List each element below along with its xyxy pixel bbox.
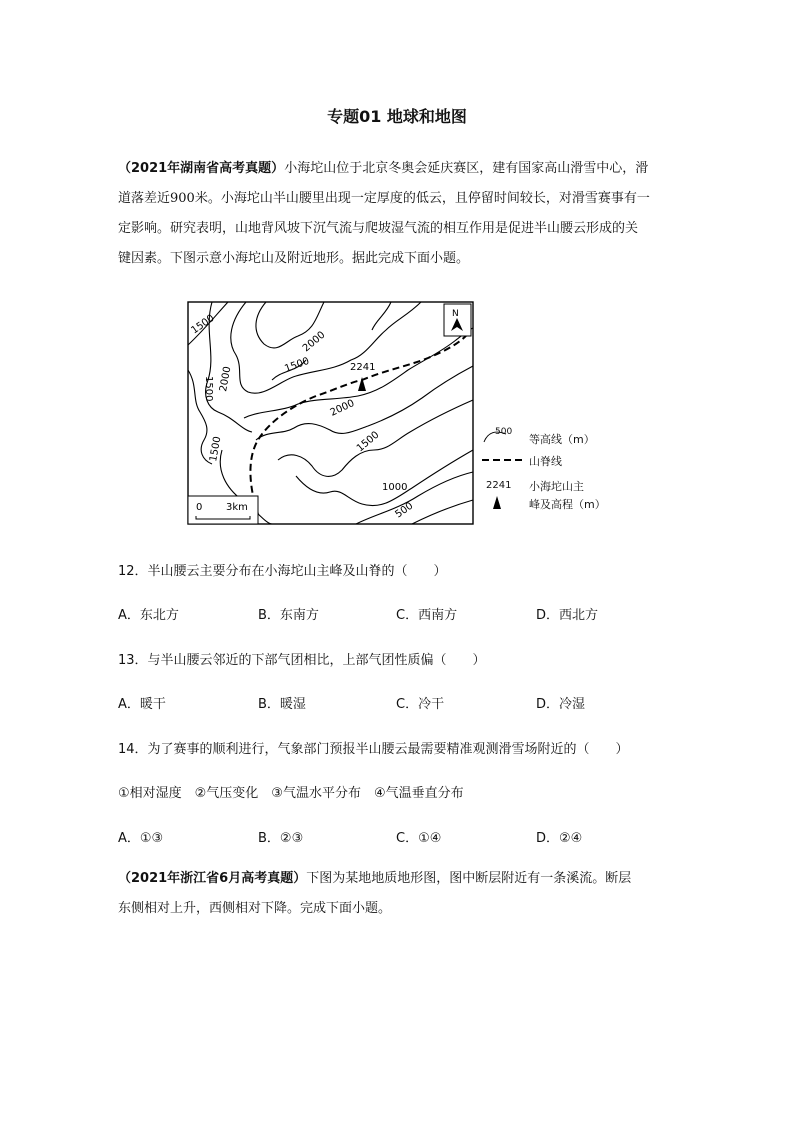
intro-paragraph xyxy=(118,154,678,274)
scale-zero: 0 xyxy=(196,502,203,513)
q12-option-b: B．东南方 xyxy=(258,608,319,623)
q14-option-d: D．②④ xyxy=(536,831,583,846)
legend-peak-sample: 2241 xyxy=(486,480,512,491)
contour-label: 1500 xyxy=(189,312,217,337)
legend-ridge-label: 山脊线 xyxy=(529,455,562,468)
legend-contour-sample: 500 xyxy=(495,427,513,437)
legend-contour-label: 等高线（m） xyxy=(529,433,595,446)
legend-ridge-icon xyxy=(482,456,522,464)
source-tag: （2021年湖南省高考真题） xyxy=(118,161,285,176)
contour-label: 2000 xyxy=(328,397,357,419)
q13-option-c: C．冷干 xyxy=(396,697,445,712)
question-12: 12．半山腰云主要分布在小海坨山主峰及山脊的（ ） xyxy=(118,564,447,579)
page-title: 专题01 地球和地图 xyxy=(327,107,467,126)
contour-label: 1500 xyxy=(354,429,382,455)
q14-option-b: B．②③ xyxy=(258,831,304,846)
question-13: 13．与半山腰云邻近的下部气团相比，上部气团性质偏（ ） xyxy=(118,653,486,668)
q13-option-b: B．暖湿 xyxy=(258,697,306,712)
legend-peak-label-2: 峰及高程（m） xyxy=(529,498,606,511)
contour-label: 1500 xyxy=(203,376,214,402)
q14-option-c: C．①④ xyxy=(396,831,442,846)
q12-option-d: D．西北方 xyxy=(536,608,599,623)
contour-label: 1500 xyxy=(208,435,224,463)
next-paragraph xyxy=(118,864,678,924)
next-line-2: 东侧相对上升，西侧相对下降。完成下面小题。 xyxy=(118,901,392,916)
q14-items: ①相对湿度 ②气压变化 ③气温水平分布 ④气温垂直分布 xyxy=(118,786,464,801)
intro-line-1: （2021年湖南省高考真题）小海坨山位于北京冬奥会延庆赛区，建有国家高山滑雪中心，滑 xyxy=(118,161,649,176)
contour-label: 2000 xyxy=(218,365,234,393)
intro-line-2: 道落差近900米。小海坨山半山腰里出现一定厚度的低云，且停留时间较长，对滑雪赛事有一 xyxy=(118,191,650,206)
contour-label: 1000 xyxy=(382,482,408,493)
q13-option-a: A．暖干 xyxy=(118,697,166,712)
q12-option-a: A．东北方 xyxy=(118,608,179,623)
peak-elevation: 2241 xyxy=(350,362,376,373)
contour-label: 500 xyxy=(393,500,416,521)
contour-label: 1500 xyxy=(283,355,311,375)
next-line-1: （2021年浙江省6月高考真题）下图为某地地质地形图，图中断层附近有一条溪流。断层 xyxy=(118,871,632,886)
topographic-map xyxy=(186,300,476,528)
legend-peak-icon xyxy=(492,496,502,510)
question-14: 14．为了赛事的顺利进行，气象部门预报半山腰云最需要精准观测滑雪场附近的（ ） xyxy=(118,742,629,757)
intro-line-3: 定影响。研究表明，山地背风坡下沉气流与爬坡湿气流的相互作用是促进半山腰云形成的关 xyxy=(118,221,639,236)
next-source-tag: （2021年浙江省6月高考真题） xyxy=(118,871,307,886)
q12-option-c: C．西南方 xyxy=(396,608,458,623)
q14-option-a: A．①③ xyxy=(118,831,164,846)
scale-distance: 3km xyxy=(226,502,248,513)
intro-line-4: 键因素。下图示意小海坨山及附近地形。据此完成下面小题。 xyxy=(118,251,470,266)
north-label: N xyxy=(452,309,459,319)
legend-peak-label-1: 小海坨山主 xyxy=(529,480,584,493)
contour-label: 2000 xyxy=(300,329,328,355)
q13-option-d: D．冷湿 xyxy=(536,697,586,712)
